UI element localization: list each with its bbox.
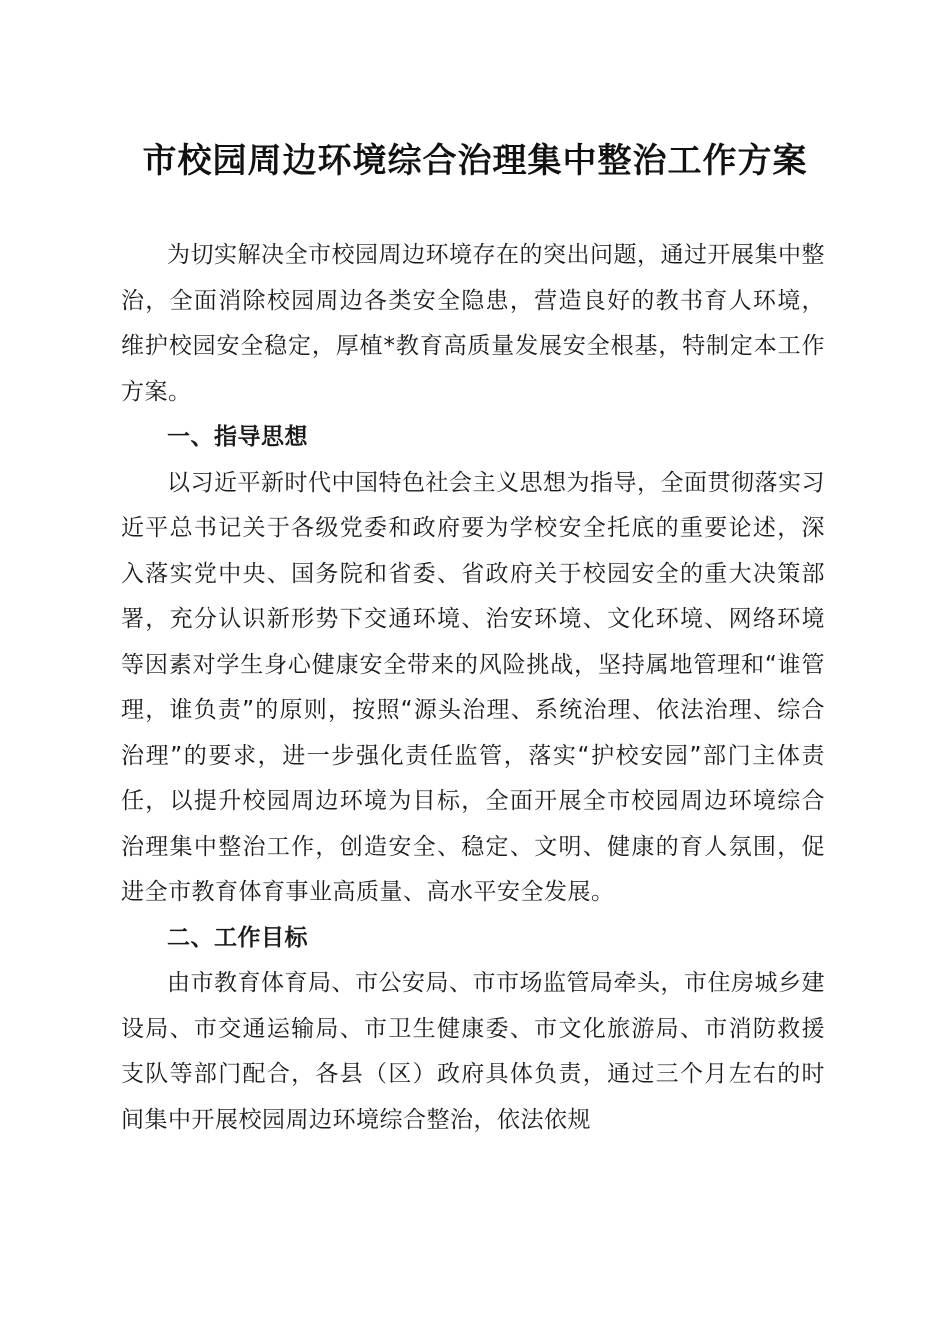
document-title: 市校园周边环境综合治理集中整治工作方案: [142, 141, 808, 181]
section-heading-work-goals: 二、工作目标: [167, 924, 308, 951]
section-paragraph-work-goals: 由市教育体育局、市公安局、市市场监管局牵头，市住房城乡建设局、市交通运输局、市卫生健康委、市文化旅游局、市消防救援支队等部门配合，各县（区）政府具体负责，通过三个月左右的时间集中开展校园周边环境综合整治，依法依规: [121, 970, 825, 1133]
document-body: [121, 233, 825, 1143]
section-heading-guiding-ideology: 一、指导思想: [167, 424, 308, 450]
intro-paragraph: 为切实解决全市校园周边环境存在的突出问题，通过开展集中整治，全面消除校园周边各类安全隐患，营造良好的教书育人环境，维护校园安全稳定，厚植*教育高质量发展安全根基，特制定本工作方案。: [121, 242, 825, 405]
section-paragraph-guiding-ideology: 以习近平新时代中国特色社会主义思想为指导，全面贯彻落实习近平总书记关于各级党委和政府要为学校安全托底的重要论述，深入落实党中央、国务院和省委、省政府关于校园安全的重大决策部署，充分认识新形势下交通环境、治安环境、文化环境、网络环境等因素对学生身心健康安全带来的风险挑战，坚持属地管理和“谁管理，谁负责”的原则，按照“源头治理、系统治理、依法治理、综合治理”的要求，进一步强化责任监管，落实“护校安园”部门主体责任，以提升校园周边环境为目标，全面开展全市校园周边环境综合治理集中整治工作，创造安全、稳定、文明、健康的育人氛围，促进全市教育体育事业高质量、高水平安全发展。: [121, 469, 825, 905]
